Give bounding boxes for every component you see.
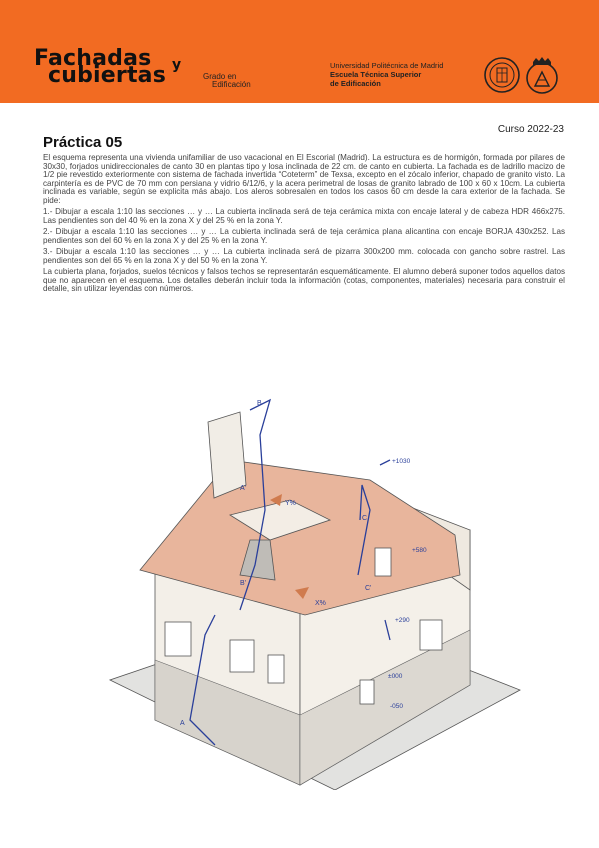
university-name: Universidad Politécnica de Madrid <box>330 61 444 70</box>
course-brand <box>34 46 167 88</box>
etsem-seal-icon <box>523 54 561 96</box>
level-line-2 <box>380 460 390 465</box>
paragraph-task-1: 1.- Dibujar a escala 1:10 las secciones … y … La cubierta inclinada será de teja cerámica mixta con encaje lateral y de cabeza HDR 466x275. Las pendientes son del 40 % en la zona X y del 25 % en la zona Y. <box>43 207 565 225</box>
brand-y: y <box>172 57 182 73</box>
label-y: Y% <box>285 500 296 507</box>
level-1030: +1030 <box>392 458 411 465</box>
paragraph-task-3: 3.- Dibujar a escala 1:10 las secciones … y … La cubierta inclinada será de pizarra 300x200 mm. colocada con gancho sobre rastrel. Las pendientes son del 65 % en la zona X y del 50 % en la zona Y. <box>43 247 565 265</box>
window-right-1 <box>360 680 374 704</box>
level-000: ±000 <box>388 673 403 680</box>
brand-sub2: Edificación <box>212 80 251 89</box>
paragraph-intro: El esquema representa una vivienda unifamiliar de uso vacacional en El Escorial (Madrid). La estructura es de hormigón, formada por pilares de 30x30, forjados unidireccionales de canto 30 en plantas tipo y losa inclinada de 22 cm. de canto en cubierta. La fachada es de ladrillo macizo de 1/2 pie revestido exteriormente con sistema de fachada invertida “Coteterm” de Texsa, excepto en el zócalo inferior, chapado de granito visto. La carpintería es de PVC de 70 mm con persiana y vidrio 6/12/6, y la acera perimetral de losas de granito labrado de 100 x 60 x 10cm. La cubierta inclinada es variable, según se explicita más abajo. Los aleros sobresalen en todos los casos 60 cm desde la cara exterior de la fachada. Se pide: <box>43 153 565 205</box>
upm-seal-icon <box>483 54 521 96</box>
label-c-prime: C' <box>365 585 372 592</box>
brand-line1: Fachadas <box>34 46 152 71</box>
brand-sub1: Grado en <box>203 72 237 81</box>
window-left-2 <box>230 640 254 672</box>
course-year: Curso 2022-23 <box>497 124 564 135</box>
window-left-3 <box>268 655 284 683</box>
level-290: +290 <box>395 617 410 624</box>
school-name-1: Escuela Técnica Superior <box>330 70 422 79</box>
page-title: Práctica 05 <box>43 134 123 151</box>
label-a-prime: A' <box>240 485 247 492</box>
house-sketch <box>100 390 530 790</box>
paragraph-task-2: 2.- Dibujar a escala 1:10 las secciones … y … La cubierta inclinada será de teja cerámica plana alicantina con encaje BORJA 430x252. Las pendientes son del 60 % en la zona X y del 25 % en la zona Y. <box>43 227 565 245</box>
brand-line2: cubiertas <box>48 63 167 88</box>
level-580: +580 <box>412 547 427 554</box>
brand-subtitle <box>203 73 251 89</box>
university-block <box>330 61 443 88</box>
level-050: -050 <box>390 703 404 710</box>
label-b: B <box>257 400 262 407</box>
label-x: X% <box>315 600 326 607</box>
window-left-1 <box>165 622 191 656</box>
label-a: A <box>180 720 185 727</box>
window-right-2 <box>420 620 442 650</box>
school-name-2: de Edificación <box>330 79 381 88</box>
label-c: C <box>362 515 368 522</box>
label-b-prime: B' <box>240 580 247 587</box>
header-banner <box>0 0 599 103</box>
instructions <box>43 154 565 297</box>
window-right-3 <box>375 548 391 576</box>
paragraph-notes: La cubierta plana, forjados, suelos técnicos y falsos techos se representarán esquemáticamente. El alumno deberá suponer todos aquellos datos que no aparecen en el esquema. Los detalles deberán incluir toda la información (cotas, componentes, materiales) necesaria para construir el detalle, sin utilizar leyendas con números. <box>43 267 565 293</box>
